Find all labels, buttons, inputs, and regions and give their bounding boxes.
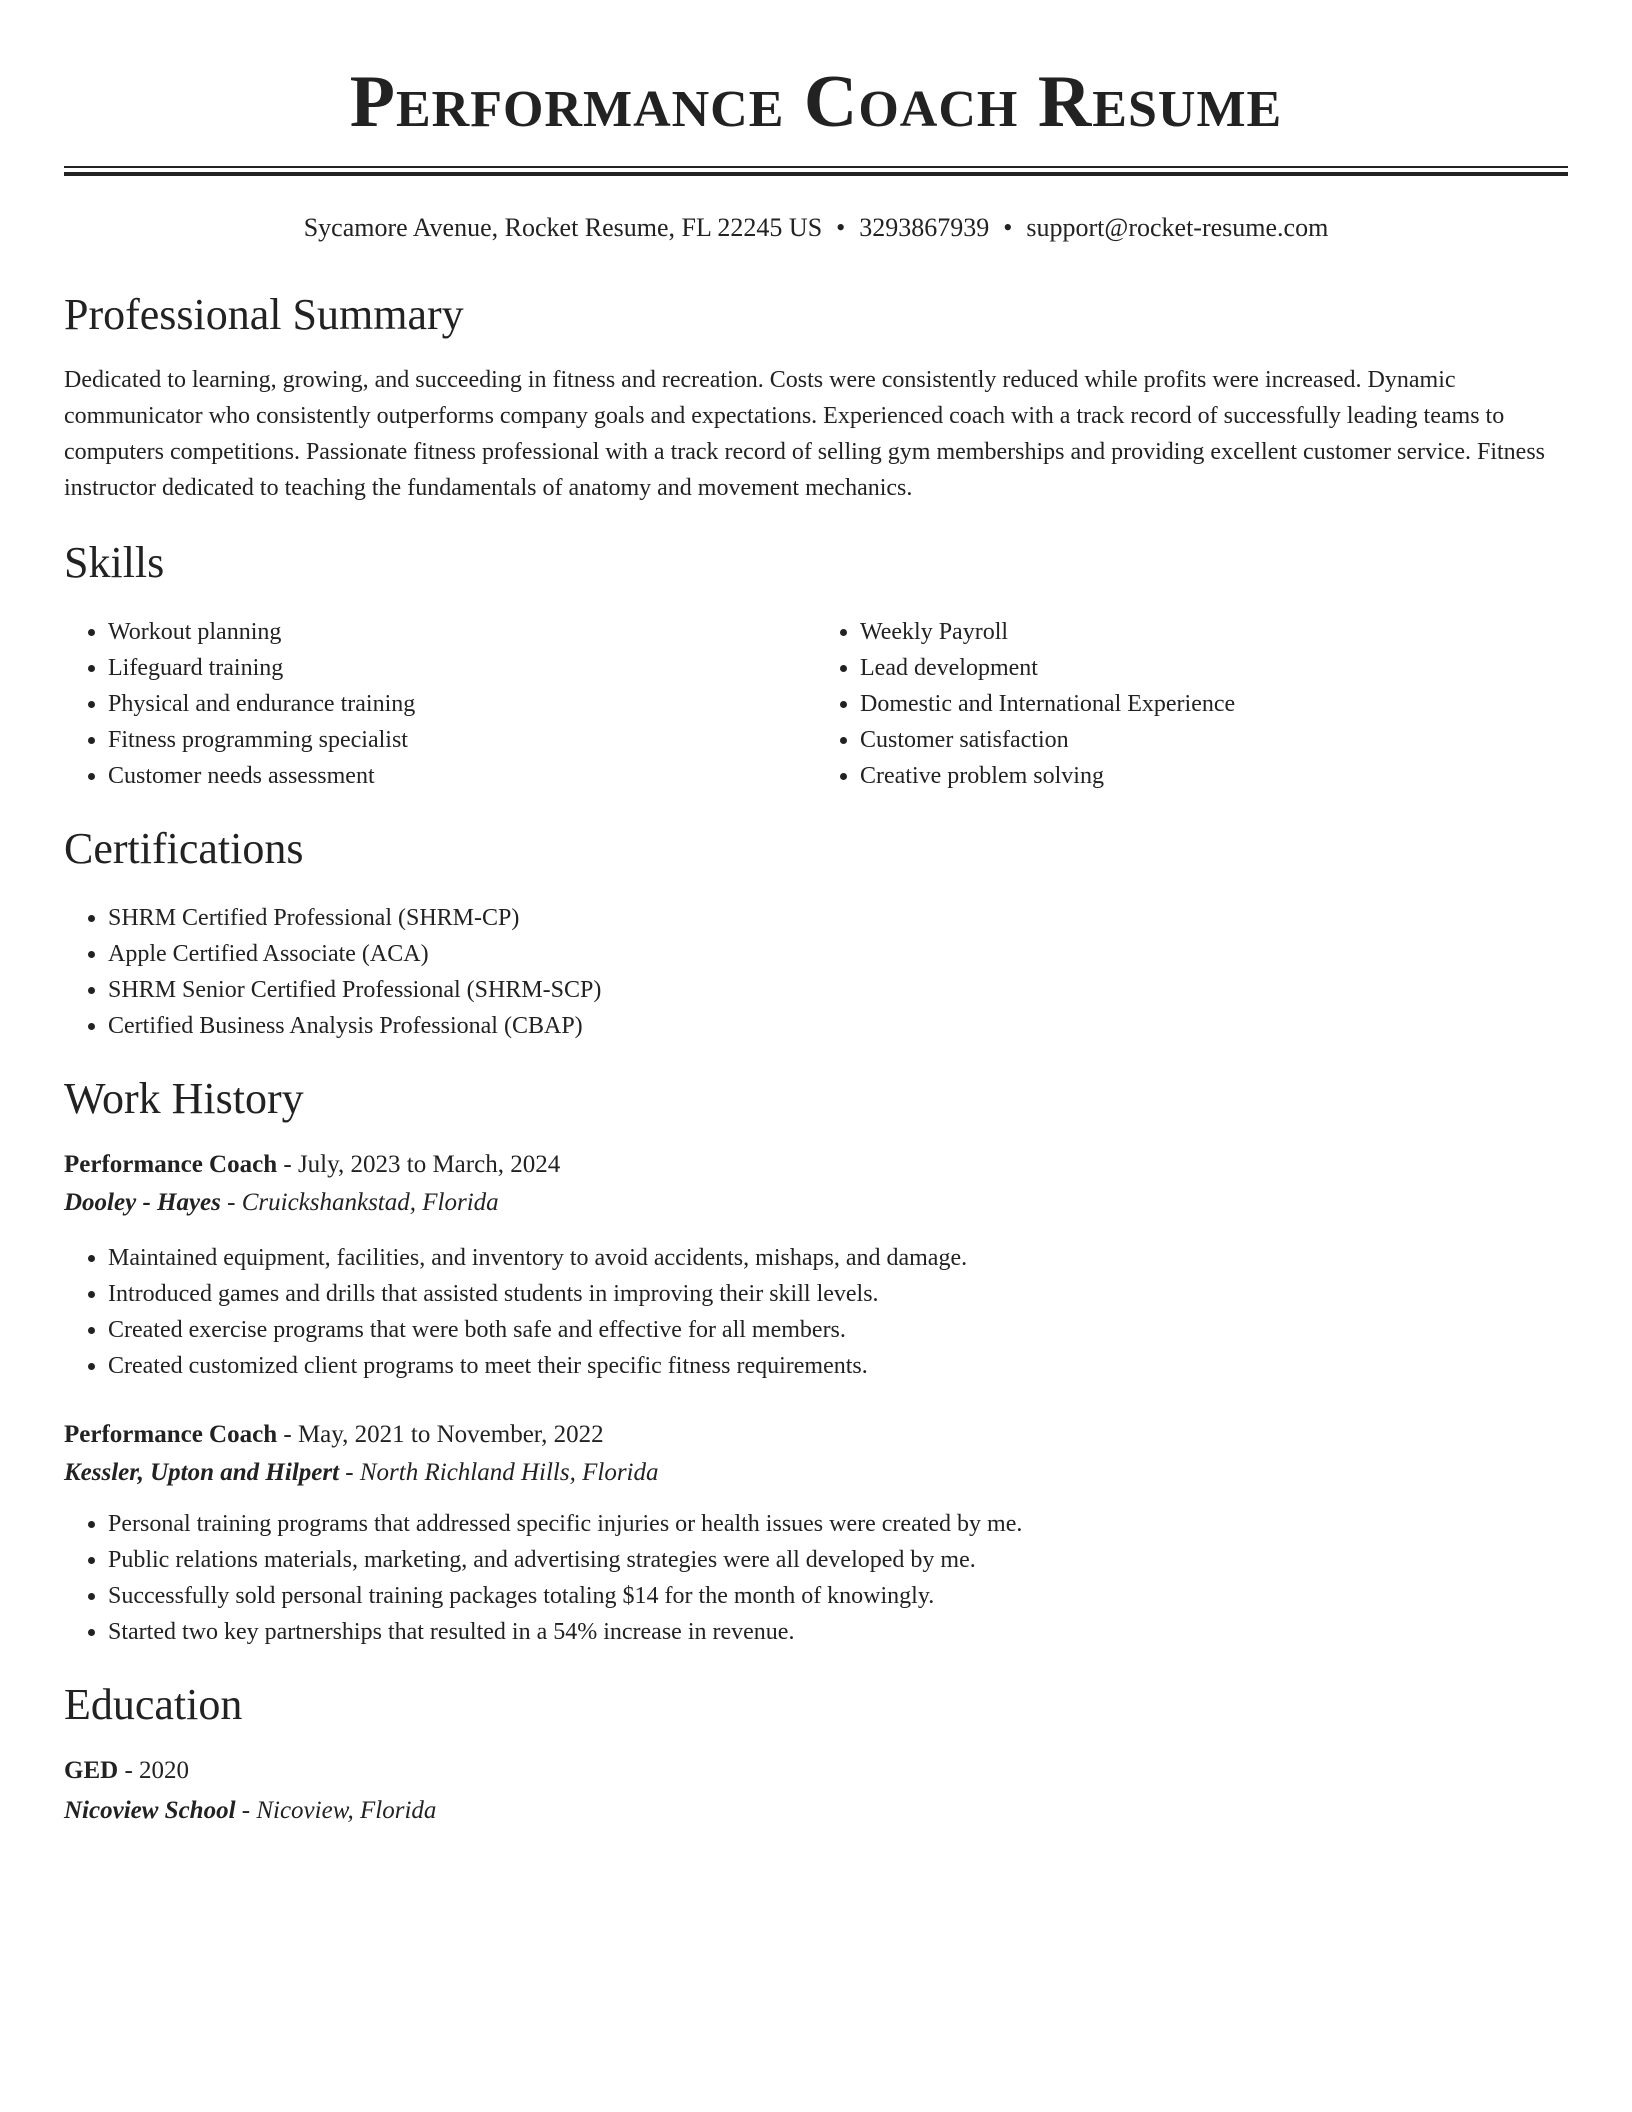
skill-item: • Physical and endurance training bbox=[108, 686, 816, 722]
job-title-line bbox=[64, 1148, 1568, 1182]
job-bullet: • Successfully sold personal training packages totaling $14 for the month of knowingly. bbox=[108, 1578, 1568, 1614]
job-entry bbox=[64, 1148, 1568, 1384]
employer-line bbox=[64, 1186, 1568, 1220]
education-heading: Education bbox=[64, 1680, 243, 1729]
job-bullet: • Introduced games and drills that assisted students in improving their skill levels. bbox=[108, 1276, 1568, 1312]
education-degree: GED bbox=[64, 1757, 119, 1784]
job-bullet: • Created exercise programs that were both safe and effective for all members. bbox=[108, 1312, 1568, 1348]
summary-heading: Professional Summary bbox=[64, 290, 464, 339]
contact-phone: 3293867939 bbox=[859, 213, 990, 242]
skill-item: • Creative problem solving bbox=[860, 758, 1568, 794]
employer-location: - North Richland Hills, Florida bbox=[339, 1459, 659, 1486]
job-title: Performance Coach bbox=[64, 1421, 278, 1448]
certification-item: • SHRM Senior Certified Professional (SHRM-SCP) bbox=[108, 972, 1568, 1008]
skill-item: • Domestic and International Experience bbox=[860, 686, 1568, 722]
education-school: Nicoview School bbox=[64, 1797, 236, 1824]
summary-text: Dedicated to learning, growing, and succeeding in fitness and recreation. Costs were consistently reduced while profits were increased. Dynamic communicator who consistently outperforms company goals and expectations. Experienced coach with a track record of successfully leading teams to computers competitions. Passionate fitness professional with a track record of selling gym memberships and providing excellent customer service. Fitness instructor dedicated to teaching the fundamentals of anatomy and movement mechanics. bbox=[64, 367, 1545, 501]
skill-item: • Fitness programming specialist bbox=[108, 722, 816, 758]
skills-columns bbox=[64, 614, 1568, 794]
certification-item: • SHRM Certified Professional (SHRM-CP) bbox=[108, 900, 1568, 936]
employer-location: - Cruickshankstad, Florida bbox=[220, 1189, 499, 1216]
skills-heading: Skills bbox=[64, 538, 165, 587]
job-bullet: • Maintained equipment, facilities, and inventory to avoid accidents, mishaps, and damage. bbox=[108, 1240, 1568, 1276]
education-degree-line bbox=[64, 1754, 1568, 1788]
education-year: - 2020 bbox=[118, 1757, 190, 1784]
education-school-line bbox=[64, 1794, 1568, 1828]
job-entry bbox=[64, 1418, 1568, 1650]
employer-name: Kessler, Upton and Hilpert bbox=[64, 1459, 340, 1486]
title-divider bbox=[64, 166, 1568, 176]
resume-title: Performance Coach Resume bbox=[349, 61, 1283, 143]
certification-item: • Apple Certified Associate (ACA) bbox=[108, 936, 1568, 972]
employer-line bbox=[64, 1456, 1568, 1490]
job-bullet: • Started two key partnerships that resulted in a 54% increase in revenue. bbox=[108, 1614, 1568, 1650]
skill-item: • Lifeguard training bbox=[108, 650, 816, 686]
skills-list-left bbox=[64, 614, 816, 794]
job-bullet: • Public relations materials, marketing, and advertising strategies were all developed by me. bbox=[108, 1542, 1568, 1578]
contact-separator: • bbox=[1003, 213, 1013, 242]
education-location: - Nicoview, Florida bbox=[235, 1797, 437, 1824]
employer-name: Dooley - Hayes bbox=[64, 1189, 221, 1216]
skill-item: • Customer needs assessment bbox=[108, 758, 816, 794]
skills-list-right bbox=[816, 614, 1568, 794]
job-title: Performance Coach bbox=[64, 1151, 278, 1178]
skill-item: • Customer satisfaction bbox=[860, 722, 1568, 758]
contact-address: Sycamore Avenue, Rocket Resume, FL 22245 US bbox=[303, 213, 823, 242]
job-bullet: • Created customized client programs to meet their specific fitness requirements. bbox=[108, 1348, 1568, 1384]
job-bullets bbox=[64, 1506, 1568, 1650]
certifications-list bbox=[64, 900, 1568, 1044]
job-dates: - July, 2023 to March, 2024 bbox=[277, 1151, 561, 1178]
contact-email: support@rocket-resume.com bbox=[1026, 213, 1329, 242]
job-bullet: • Personal training programs that addressed specific injuries or health issues were created by me. bbox=[108, 1506, 1568, 1542]
job-title-line bbox=[64, 1418, 1568, 1452]
job-dates: - May, 2021 to November, 2022 bbox=[277, 1421, 604, 1448]
certification-item: • Certified Business Analysis Professional (CBAP) bbox=[108, 1008, 1568, 1044]
contact-separator: • bbox=[836, 213, 846, 242]
contact-line bbox=[64, 212, 1568, 244]
skill-item: • Workout planning bbox=[108, 614, 816, 650]
work-history-heading: Work History bbox=[64, 1074, 304, 1123]
job-bullets bbox=[64, 1240, 1568, 1384]
certifications-heading: Certifications bbox=[64, 824, 304, 873]
skill-item: • Lead development bbox=[860, 650, 1568, 686]
skill-item: • Weekly Payroll bbox=[860, 614, 1568, 650]
